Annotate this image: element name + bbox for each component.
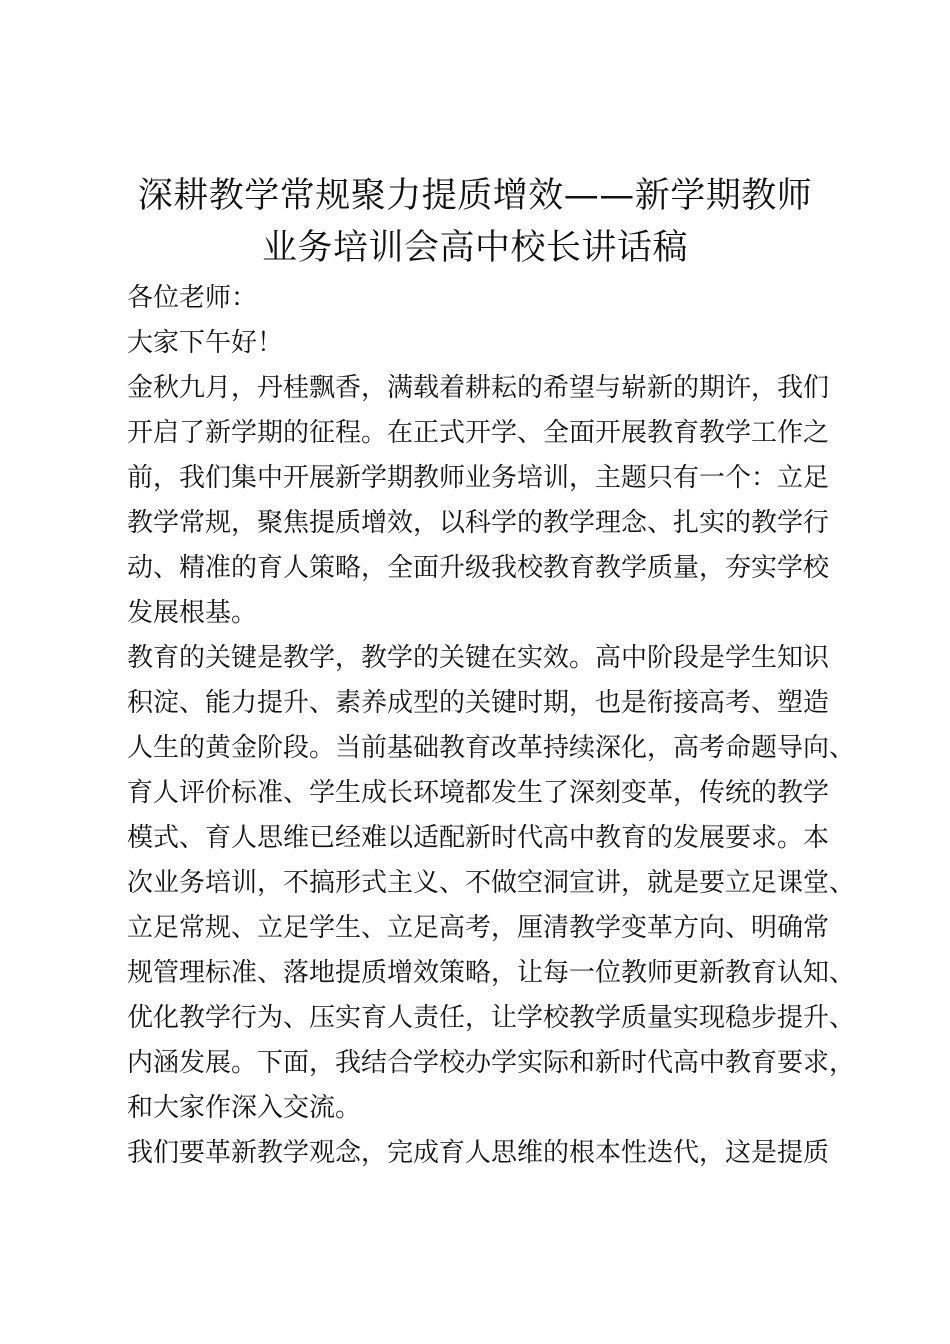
body-line: 发展根基。 (127, 598, 258, 628)
body-line: 次业务培训，不搞形式主义、不做空洞宣讲，就是要立足课堂、 (127, 868, 856, 898)
body-line: 规管理标准、落地提质增效策略，让每一位教师更新教育认知、 (127, 958, 856, 988)
greeting: 大家下午好！ (127, 328, 284, 358)
document-title-line-2: 业务培训会高中校长讲话稿 (261, 228, 688, 268)
body-line: 教育的关键是教学，教学的关键在实效。高中阶段是学生知识 (127, 643, 830, 673)
document-title-line-1: 深耕教学常规聚力提质增效——新学期教师 (137, 176, 813, 216)
body-line: 开启了新学期的征程。在正式开学、全面开展教育教学工作之 (127, 418, 830, 448)
body-line: 前，我们集中开展新学期教师业务培训，主题只有一个：立足 (127, 463, 830, 493)
body-line: 积淀、能力提升、素养成型的关键时期，也是衔接高考、塑造 (127, 688, 830, 718)
body-line: 育人评价标准、学生成长环境都发生了深刻变革，传统的教学 (127, 778, 830, 808)
body-line: 教学常规，聚焦提质增效，以科学的教学理念、扎实的教学行 (127, 508, 830, 538)
body-line: 人生的黄金阶段。当前基础教育改革持续深化，高考命题导向、 (127, 733, 856, 763)
body-line: 金秋九月，丹桂飘香，满载着耕耘的希望与崭新的期许，我们 (127, 373, 830, 403)
body-line: 内涵发展。下面，我结合学校办学实际和新时代高中教育要求， (127, 1048, 856, 1078)
body-line: 立足常规、立足学生、立足高考，厘清教学变革方向、明确常 (127, 913, 830, 943)
body-line: 和大家作深入交流。 (127, 1093, 362, 1123)
body-line: 我们要革新教学观念，完成育人思维的根本性迭代，这是提质 (127, 1138, 830, 1168)
body-line: 优化教学行为、压实育人责任，让学校教学质量实现稳步提升、 (127, 1003, 856, 1033)
body-line: 模式、育人思维已经难以适配新时代高中教育的发展要求。本 (127, 823, 830, 853)
salutation: 各位老师： (127, 283, 258, 313)
body-line: 动、精准的育人策略，全面升级我校教育教学质量，夯实学校 (127, 553, 830, 583)
